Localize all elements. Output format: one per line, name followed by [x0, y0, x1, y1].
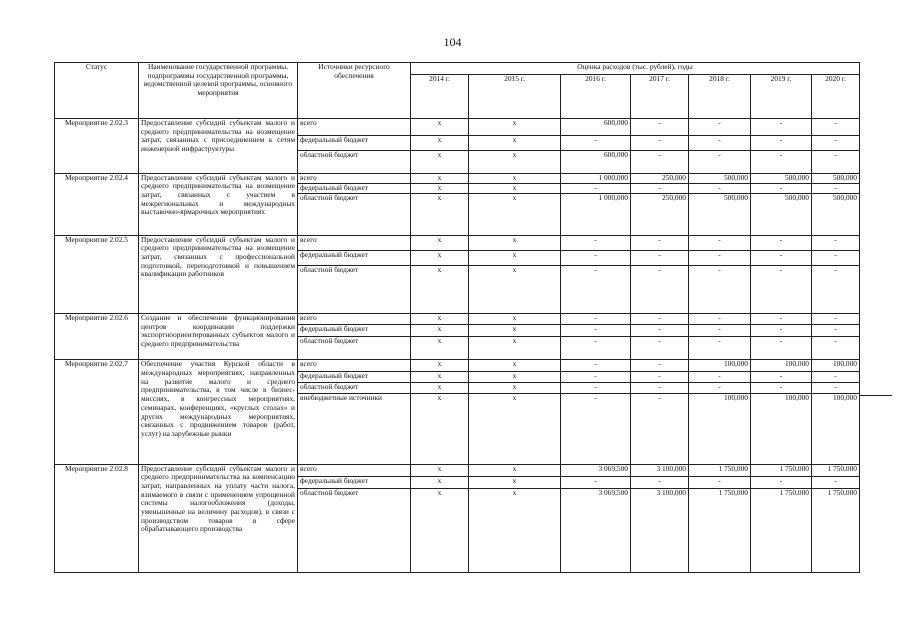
value-cell: 1 750,000	[751, 464, 812, 476]
value-cell: 100,000	[812, 394, 860, 464]
value-cell: х	[469, 183, 561, 193]
value-cell: 3 100,000	[631, 489, 689, 573]
value-cell: 3 100,000	[631, 464, 689, 476]
value-cell: -	[561, 313, 631, 324]
value-cell: х	[469, 394, 561, 464]
value-cell: -	[812, 183, 860, 193]
value-cell: -	[751, 313, 812, 324]
value-cell: 100,000	[689, 394, 751, 464]
value-cell: х	[411, 325, 469, 336]
value-cell: -	[689, 313, 751, 324]
value-cell: -	[631, 135, 689, 150]
value-cell: х	[411, 183, 469, 193]
value-cell: -	[631, 119, 689, 136]
funding-source-cell: всего	[298, 235, 411, 250]
value-cell: х	[411, 235, 469, 250]
value-cell: х	[469, 266, 561, 313]
value-cell: -	[561, 371, 631, 382]
value-cell: -	[689, 150, 751, 173]
header-year: 2014 г.	[411, 75, 469, 119]
table-header	[55, 63, 860, 119]
value-cell: х	[411, 371, 469, 382]
value-cell: 1 750,000	[812, 464, 860, 476]
value-cell: х	[411, 194, 469, 235]
header-year: 2017 г.	[631, 75, 689, 119]
value-cell: х	[411, 313, 469, 324]
table-row	[55, 173, 860, 183]
value-cell: х	[411, 476, 469, 488]
value-cell: х	[411, 336, 469, 360]
value-cell: -	[751, 251, 812, 266]
value-cell: -	[812, 119, 860, 136]
table-row	[55, 235, 860, 250]
value-cell: -	[689, 235, 751, 250]
measure-name-cell: Обеспечение участия Курской области в международных мероприятиях, направленных на развитие малого и среднего предпринимательства, в том числе в бизнес-миссиях, в конгрессных мероприятиях, семинарах, конференциях, «круглых столах» и других международных мероприятиях, связанных с продвижением товаров (работ, услуг) на зарубежные рынки	[139, 360, 298, 464]
value-cell: х	[411, 251, 469, 266]
value-cell: -	[812, 150, 860, 173]
value-cell: 100,000	[751, 394, 812, 464]
measure-name-cell: Создание и обеспечение функционирования центров координации поддержки экспортноориентированных субъектов малого и среднего предпринимательства	[139, 313, 298, 359]
value-cell: -	[751, 150, 812, 173]
value-cell: -	[689, 119, 751, 136]
value-cell: х	[411, 394, 469, 464]
value-cell: -	[631, 371, 689, 382]
value-cell: -	[812, 235, 860, 250]
funding-source-cell: федеральный бюджет	[298, 135, 411, 150]
value-cell: -	[689, 135, 751, 150]
value-cell: -	[631, 383, 689, 394]
funding-source-cell: всего	[298, 173, 411, 183]
measure-name-cell: Предоставление субсидий субъектам малого и среднего предпринимательства на возмещение затрат, связанных с участием в межрегиональных и международных выставочно-ярмарочных мероприятиях	[139, 173, 298, 235]
value-cell: -	[631, 336, 689, 360]
value-cell: -	[631, 394, 689, 464]
value-cell: -	[751, 119, 812, 136]
value-cell: х	[469, 173, 561, 183]
margin-rule	[859, 395, 892, 396]
value-cell: х	[411, 266, 469, 313]
funding-source-cell: всего	[298, 313, 411, 324]
value-cell: -	[812, 313, 860, 324]
value-cell: х	[469, 360, 561, 371]
value-cell: х	[469, 371, 561, 382]
value-cell: 100,000	[812, 360, 860, 371]
value-cell: -	[751, 183, 812, 193]
header-year: 2018 г.	[689, 75, 751, 119]
status-cell: Мероприятие 2.02.5	[55, 235, 139, 313]
value-cell: 500,000	[751, 173, 812, 183]
funding-source-cell: областной бюджет	[298, 266, 411, 313]
funding-source-cell: всего	[298, 119, 411, 136]
funding-source-cell: областной бюджет	[298, 489, 411, 573]
funding-source-cell: внебюджетные источники	[298, 394, 411, 464]
funding-source-cell: областной бюджет	[298, 194, 411, 235]
value-cell: -	[812, 325, 860, 336]
funding-source-cell: федеральный бюджет	[298, 325, 411, 336]
value-cell: х	[411, 119, 469, 136]
value-cell: х	[469, 336, 561, 360]
header-year: 2020 г.	[812, 75, 860, 119]
value-cell: -	[812, 336, 860, 360]
value-cell: 500,000	[812, 173, 860, 183]
value-cell: 1 750,000	[751, 489, 812, 573]
value-cell: -	[751, 371, 812, 382]
funding-source-cell: областной бюджет	[298, 150, 411, 173]
status-cell: Мероприятие 2.02.8	[55, 464, 139, 572]
value-cell: 100,000	[689, 360, 751, 371]
table-row	[55, 313, 860, 324]
value-cell: -	[631, 183, 689, 193]
value-cell: 1 750,000	[689, 464, 751, 476]
funding-source-cell: областной бюджет	[298, 336, 411, 360]
header-year: 2015 г.	[469, 75, 561, 119]
value-cell: -	[561, 266, 631, 313]
funding-source-cell: федеральный бюджет	[298, 183, 411, 193]
table-row	[55, 119, 860, 136]
funding-source-cell: федеральный бюджет	[298, 371, 411, 382]
funding-source-cell: федеральный бюджет	[298, 476, 411, 488]
value-cell: -	[751, 476, 812, 488]
status-cell: Мероприятие 2.02.6	[55, 313, 139, 359]
header-year: 2019 г.	[751, 75, 812, 119]
value-cell: -	[689, 183, 751, 193]
funding-source-cell: областной бюджет	[298, 383, 411, 394]
value-cell: -	[561, 336, 631, 360]
value-cell: 100,000	[751, 360, 812, 371]
value-cell: х	[469, 464, 561, 476]
table-row	[55, 360, 860, 371]
page-number: 104	[443, 35, 462, 49]
value-cell: -	[561, 394, 631, 464]
value-cell: -	[561, 183, 631, 193]
value-cell: -	[751, 325, 812, 336]
value-cell: -	[631, 235, 689, 250]
status-cell: Мероприятие 2.02.3	[55, 119, 139, 174]
header-status: Статус	[55, 63, 139, 119]
value-cell: -	[689, 371, 751, 382]
value-cell: х	[469, 325, 561, 336]
value-cell: -	[812, 371, 860, 382]
value-cell: -	[561, 251, 631, 266]
header-source: Источники ресурсного обеспечения	[298, 63, 411, 119]
value-cell: х	[469, 383, 561, 394]
value-cell: 600,000	[561, 119, 631, 136]
measure-name-cell: Предоставление субсидий субъектам малого и среднего предпринимательства на компенсацию затрат, направленных на уплату части налога, взимаемого в связи с применением упрощенной системы налогообложения (доходы, уменьшенные на величину расходов), в связи с производством товаров в сфере обрабатывающего производства	[139, 464, 298, 572]
funding-source-cell: всего	[298, 360, 411, 371]
value-cell: -	[561, 325, 631, 336]
measure-name-cell: Предоставление субсидий субъектам малого и среднего предпринимательства на возмещение затрат, связанных с профессиональной подготовкой, переподготовкой и повышением квалификации работников	[139, 235, 298, 313]
value-cell: -	[631, 325, 689, 336]
budget-table	[54, 62, 860, 573]
value-cell: х	[411, 489, 469, 573]
header-year: 2016 г.	[561, 75, 631, 119]
value-cell: 600,000	[561, 150, 631, 173]
value-cell: -	[631, 360, 689, 371]
value-cell: -	[561, 360, 631, 371]
header-name: Наименование государственной программы, подпрограммы государственной программы, ведомственной целевой программы, основного мероприятия	[139, 63, 298, 119]
status-cell: Мероприятие 2.02.7	[55, 360, 139, 464]
value-cell: -	[751, 135, 812, 150]
value-cell: 3 069,500	[561, 489, 631, 573]
value-cell: -	[751, 336, 812, 360]
table-body	[55, 119, 860, 573]
value-cell: -	[561, 476, 631, 488]
funding-source-cell: федеральный бюджет	[298, 251, 411, 266]
value-cell: 500,000	[689, 194, 751, 235]
status-cell: Мероприятие 2.02.4	[55, 173, 139, 235]
value-cell: -	[812, 266, 860, 313]
value-cell: -	[561, 383, 631, 394]
value-cell: -	[631, 313, 689, 324]
value-cell: -	[689, 251, 751, 266]
value-cell: -	[751, 266, 812, 313]
value-cell: х	[469, 194, 561, 235]
value-cell: х	[411, 150, 469, 173]
table-row	[55, 464, 860, 476]
value-cell: 1 000,000	[561, 173, 631, 183]
value-cell: -	[751, 383, 812, 394]
measure-name-cell: Предоставление субсидий субъектам малого и среднего предпринимательства на возмещение затрат, связанных с присоединением к сетям инженерной инфраструктуры	[139, 119, 298, 174]
value-cell: х	[411, 360, 469, 371]
value-cell: -	[631, 266, 689, 313]
value-cell: 3 069,500	[561, 464, 631, 476]
funding-source-cell: всего	[298, 464, 411, 476]
value-cell: -	[689, 266, 751, 313]
value-cell: х	[411, 383, 469, 394]
value-cell: х	[469, 135, 561, 150]
value-cell: -	[561, 235, 631, 250]
value-cell: -	[812, 251, 860, 266]
value-cell: 500,000	[689, 173, 751, 183]
value-cell: х	[469, 235, 561, 250]
value-cell: -	[751, 235, 812, 250]
value-cell: 250,000	[631, 194, 689, 235]
value-cell: х	[469, 313, 561, 324]
value-cell: -	[631, 251, 689, 266]
value-cell: -	[812, 476, 860, 488]
value-cell: х	[469, 251, 561, 266]
value-cell: -	[812, 135, 860, 150]
value-cell: х	[469, 150, 561, 173]
value-cell: -	[689, 383, 751, 394]
value-cell: -	[689, 336, 751, 360]
value-cell: -	[689, 325, 751, 336]
value-cell: 500,000	[812, 194, 860, 235]
value-cell: -	[689, 476, 751, 488]
value-cell: -	[561, 135, 631, 150]
value-cell: х	[469, 476, 561, 488]
value-cell: 1 750,000	[812, 489, 860, 573]
value-cell: х	[469, 489, 561, 573]
value-cell: 250,000	[631, 173, 689, 183]
value-cell: -	[631, 150, 689, 173]
value-cell: х	[411, 464, 469, 476]
value-cell: 500,000	[751, 194, 812, 235]
value-cell: х	[411, 173, 469, 183]
value-cell: 1 000,000	[561, 194, 631, 235]
value-cell: 1 750,000	[689, 489, 751, 573]
value-cell: -	[631, 476, 689, 488]
header-estimate: Оценка расходов (тыс. рублей), годы	[411, 63, 860, 75]
value-cell: -	[812, 383, 860, 394]
value-cell: х	[411, 135, 469, 150]
value-cell: х	[469, 119, 561, 136]
